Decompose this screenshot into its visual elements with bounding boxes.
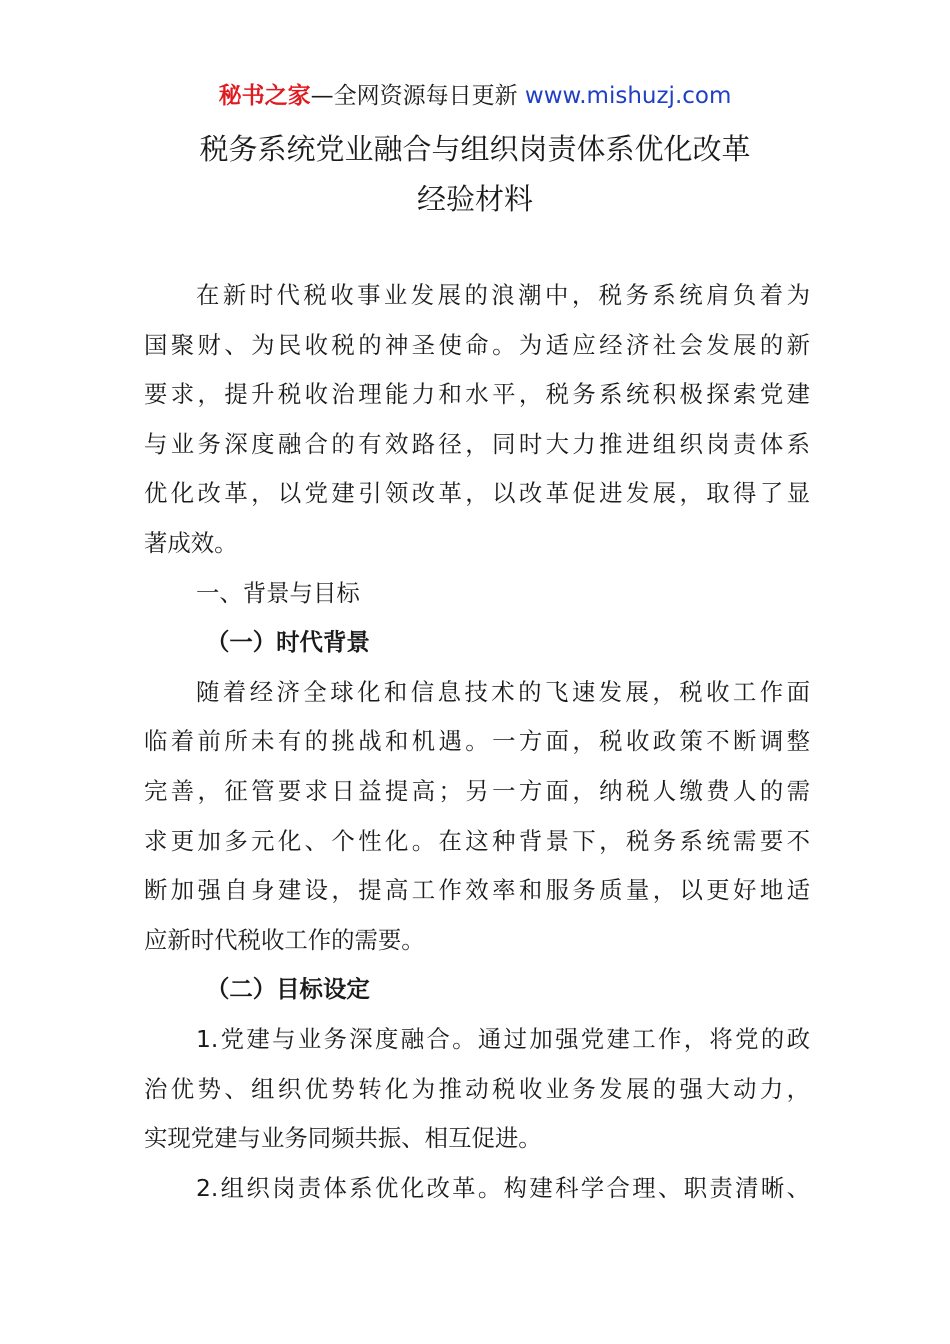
paragraph-line: 2.组织岗责体系优化改革。构建科学合理、职责清晰、: [196, 1173, 810, 1202]
paragraph-line: 优化改革，以党建引领改革，以改革促进发展，取得了显: [144, 479, 810, 508]
document-title-line-1: 税务系统党业融合与组织岗责体系优化改革: [199, 132, 751, 166]
paragraph-line: 著成效。: [144, 528, 238, 557]
paragraph-line: 在新时代税收事业发展的浪潮中，税务系统肩负着为: [196, 281, 810, 309]
paragraph-line: 断加强自身建设，提高工作效率和服务质量，以更好地适: [144, 876, 810, 905]
paragraph-line: 要求，提升税收治理能力和水平，税务系统积极探索党建: [144, 380, 810, 409]
brand-name: 秘书之家: [218, 83, 311, 109]
paragraph-line: 1.党建与业务深度融合。通过加强党建工作，将党的政: [196, 1024, 810, 1053]
subsection-heading: （二）目标设定: [206, 975, 370, 1004]
paragraph-line: 与业务深度融合的有效路径，同时大力推进组织岗责体系: [144, 429, 810, 458]
paragraph-line: 临着前所未有的挑战和机遇。一方面，税收政策不断调整: [144, 727, 810, 756]
site-header: [0, 80, 950, 112]
paragraph-line: 求更加多元化、个性化。在这种背景下，税务系统需要不: [144, 826, 810, 855]
paragraph-line: 实现党建与业务同频共振、相互促进。: [144, 1124, 542, 1153]
paragraph-line: 治优势、组织优势转化为推动税收业务发展的强大动力，: [144, 1074, 810, 1103]
document-title-line-2: 经验材料: [416, 182, 533, 216]
header-tagline: —全网资源每日更新: [310, 83, 518, 109]
paragraph-line: 应新时代税收工作的需要。: [144, 925, 425, 954]
paragraph-line: 国聚财、为民收税的神圣使命。为适应经济社会发展的新: [144, 330, 810, 359]
subsection-heading: （一）时代背景: [206, 628, 370, 657]
intro-paragraph: [144, 271, 810, 1213]
paragraph-line: 随着经济全球化和信息技术的飞速发展，税收工作面: [196, 677, 810, 706]
paragraph-line: 完善，征管要求日益提高；另一方面，纳税人缴费人的需: [144, 776, 810, 805]
section-heading: 一、背景与目标: [196, 578, 360, 607]
site-url-link[interactable]: www.mishuzj.com: [524, 83, 732, 109]
